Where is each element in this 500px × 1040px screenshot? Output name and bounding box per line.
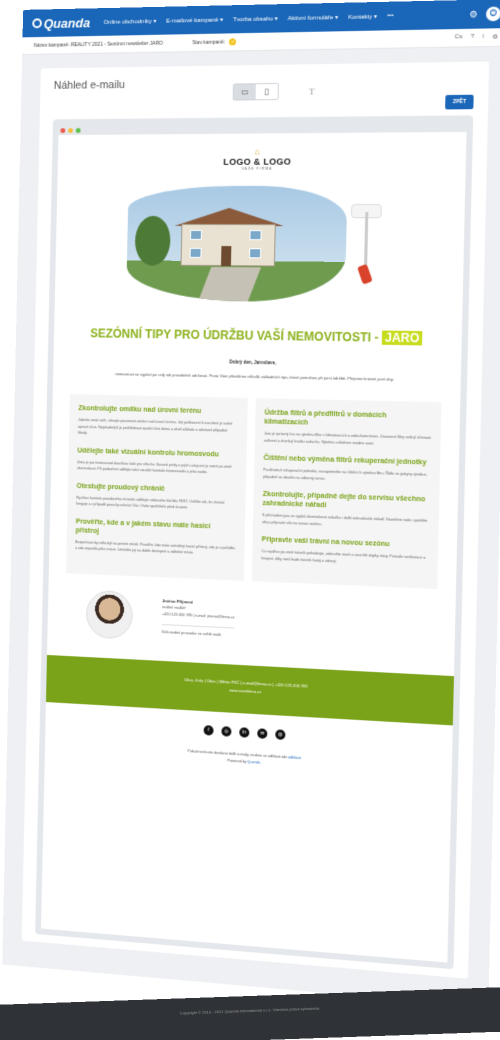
quanda-logo-icon <box>32 18 42 28</box>
facebook-icon[interactable]: f <box>204 725 214 736</box>
tip-text: Co nejdříve po zimě trávník pohrabejte, odstraňte mech a zaschlé zbytky trávy. Pomůže vertikutace a hnojení, díky nimž bude trávník hustý a zdravý. <box>261 549 426 563</box>
house-logo-icon: ⌂ <box>254 146 261 157</box>
window-shape <box>190 248 202 258</box>
app-window <box>2 0 500 1032</box>
tip-text: S příchodem jara se vyplatí zkontrolovat sekačku i další zahradnické nářadí. Naostřete nože, vyměňte olej a připravte vše na novou sezónu. <box>262 513 428 526</box>
footer-address: Ulice, číslo | Obec | Město PSČ | e-mail@firma.cz | +420 123 456 789 <box>184 677 308 689</box>
tip-text: Jakmile zmizí sníh, věnujte pozornost omítce nad úrovní terénu. Její poškození či narušení je nutné opravit včas. Nejvhodnější je prohlédnout spodní část domu a okolí základů a odstranit případné škody. <box>77 417 233 435</box>
tip-title: Otestujte proudový chránič <box>76 482 165 493</box>
tips-grid <box>66 394 441 589</box>
minimize-dot-icon <box>68 128 73 133</box>
author-name: Jméno Příjmení <box>162 598 193 605</box>
hero-image <box>107 186 410 309</box>
workspace <box>2 47 500 1008</box>
avatar <box>86 590 133 640</box>
window-shape <box>249 248 261 258</box>
power-icon[interactable]: ⏻ <box>486 6 500 21</box>
tip-item <box>75 517 236 558</box>
tip-title: Zkontrolujte omítku nad úrovní terénu <box>78 405 202 415</box>
instagram-icon[interactable]: ◎ <box>221 726 231 737</box>
unsubscribe-text: Pokud nechcete dostávat další e-maily, můžete se odhlásit zde <box>187 749 288 760</box>
tip-title: Připravte vaši trávní na novou sezónu <box>261 536 390 549</box>
whatsapp-icon[interactable]: ◍ <box>275 729 285 740</box>
panel-header <box>53 72 474 119</box>
linkedin-icon[interactable]: in <box>239 727 249 738</box>
email-brand <box>57 132 466 186</box>
device-toggle <box>233 83 279 101</box>
tip-title: Čištění nebo výměna filtrů rekuperační jednotky <box>263 454 427 467</box>
nav-item-forms[interactable]: Aktivní formuláře ▾ <box>287 14 339 22</box>
email-footer-bar <box>46 655 454 725</box>
settings-icon[interactable]: ⚙ <box>492 34 499 41</box>
panel-title: Náhled e-mailu <box>53 79 126 92</box>
campaign-status <box>192 38 236 46</box>
status-icon: ✓ <box>230 38 235 45</box>
tip-title: Údržba filtrů a předfiltrů v domácích klimatizacích <box>264 409 387 427</box>
paint-roller-icon <box>345 204 388 292</box>
tip-text: Zima je pro hromosvod zkouškou také pro střechu. Kovové prvky a jejich uchycení je nutné po zimě zkontrolovat. Při podezření udělejte také vizuální kontrolu hromosvodu a jeho svodů. <box>76 459 232 475</box>
tip-title: Prověřte, kde a v jakém stavu máte hasicí přístroj <box>75 517 211 535</box>
desktop-view-icon[interactable]: ▭ <box>234 84 256 99</box>
hero-scene <box>126 186 347 303</box>
email-icon[interactable]: ✉ <box>257 728 267 739</box>
intro-text: nemovitost se vyplatí po celý rok pravidelně udržovat. Proto Vám přinášíme několik základních tipů, které pomohou při jarní údržbě. Přejeme krásné jarní dny. <box>115 371 394 382</box>
email-body <box>41 132 467 963</box>
powered-link[interactable]: Quanda <box>247 759 261 765</box>
tip-item <box>261 535 429 568</box>
brand-name: Quanda <box>43 14 91 31</box>
tips-column-left <box>66 394 248 581</box>
help-icon[interactable]: ? <box>470 33 475 41</box>
author-info <box>161 597 235 639</box>
gear-icon[interactable]: ⚙ <box>469 8 478 20</box>
footer-website[interactable]: www.vasefirma.cz <box>229 687 262 695</box>
nav-item-email-campaigns[interactable]: E-mailové kampaně ▾ <box>166 16 224 25</box>
nav-item-content[interactable]: Tvorba obsahu ▾ <box>232 15 278 23</box>
tip-text: Jaro je správný čas na výměnu filtrů v klimatizacích a vzduchotechnice. Zanesené filtry snižují účinnost zařízení a zhoršují kvalitu vzduchu. Výměnu zvládnete snadno sami. <box>263 431 431 446</box>
info-icon[interactable]: i <box>482 33 485 40</box>
tips-column-right <box>252 398 442 589</box>
powered-text: Powered by <box>227 758 247 764</box>
email-headline <box>54 326 462 347</box>
tip-title: Zkontrolujte, případně dejte do servisu všechno zahradnické nářadí <box>262 490 426 510</box>
window-shape <box>190 230 202 240</box>
tip-item <box>77 446 238 477</box>
nav-item-contacts[interactable]: Kontakty ▾ <box>348 13 377 21</box>
copyright-footer: Copyright © 2013 - 2021 Quanda International s.r.o. Všechna práva vyhrazena. <box>0 987 500 1040</box>
author-card <box>86 590 414 654</box>
brand-logo-text: LOGO & LOGO <box>223 156 292 167</box>
nav-item-online[interactable]: Online obchodníky ▾ <box>103 18 157 26</box>
tip-item <box>263 454 431 485</box>
back-button[interactable]: ZPĚT <box>445 95 473 110</box>
headline-season: JARO <box>382 331 423 346</box>
tip-text: Bezpečnost by měla být na prvním místě. Prověřte, kde máte umístěný hasicí přístroj, zda je v pořádku a zda neprošla jeho revize. Umístěte jej na dobře dostupné a viditelné místo. <box>75 539 236 555</box>
text-format-icon[interactable]: T <box>308 86 315 97</box>
campaign-name: REALITY 2021 - Sezónní newsletter JARO <box>70 40 163 48</box>
brand-logo[interactable] <box>32 15 90 31</box>
subbar-actions <box>455 33 499 41</box>
tip-text: Rychlou kontrolu proudového chrániče udělejte stisknutím tlačítka TEST. Ověříte tak, že chránič funguje a v případě poruchy ochrání Vás i Vaše spotřebiče před úrazem. <box>76 495 225 510</box>
author-contact: +420 123 456 789 | e-mail: jmeno@firma.cz <box>161 612 235 620</box>
nav-item-more[interactable]: ••• <box>387 12 394 20</box>
headline-text: SEZÓNNÍ TIPY PRO ÚDRŽBU VAŠÍ NEMOVITOSTI - <box>90 326 379 345</box>
close-dot-icon <box>60 128 65 133</box>
preview-frame <box>35 115 473 969</box>
nav-right <box>469 6 500 21</box>
tip-title: Udělejte také vizuální kontrolu hromosvodu <box>77 446 219 458</box>
greeting: Dobrý den, Jaroslave, <box>229 359 277 366</box>
unsubscribe-link[interactable]: odhlásit <box>288 755 301 761</box>
mobile-view-icon[interactable]: ▯ <box>264 87 270 97</box>
window-shape <box>249 230 261 240</box>
tip-item <box>76 481 237 512</box>
tip-item <box>78 404 239 440</box>
tip-item <box>262 490 430 531</box>
language-switch[interactable]: Cs <box>454 34 463 41</box>
brand-tagline: VAŠE FIRMA <box>241 166 273 171</box>
campaign-label: Název kampaně: <box>33 41 70 49</box>
author-role: realitní makléř <box>162 605 186 611</box>
tip-item <box>264 408 432 448</box>
author-message: Váš osobní průvodce ve světě realit. <box>161 624 234 640</box>
maximize-dot-icon <box>76 127 81 132</box>
status-label: Stav kampaně: <box>192 38 226 46</box>
roller-grip <box>357 264 373 285</box>
email-preview-panel <box>22 61 489 978</box>
tree-shape <box>135 216 171 266</box>
door-shape <box>221 246 231 266</box>
tip-text: Používáte-li rekuperační jednotku, nezapomeňte na čištění či výměnu filtrů. Řiďte se pokyny výrobce, případně se obraťte na odborný servis. <box>263 467 428 481</box>
